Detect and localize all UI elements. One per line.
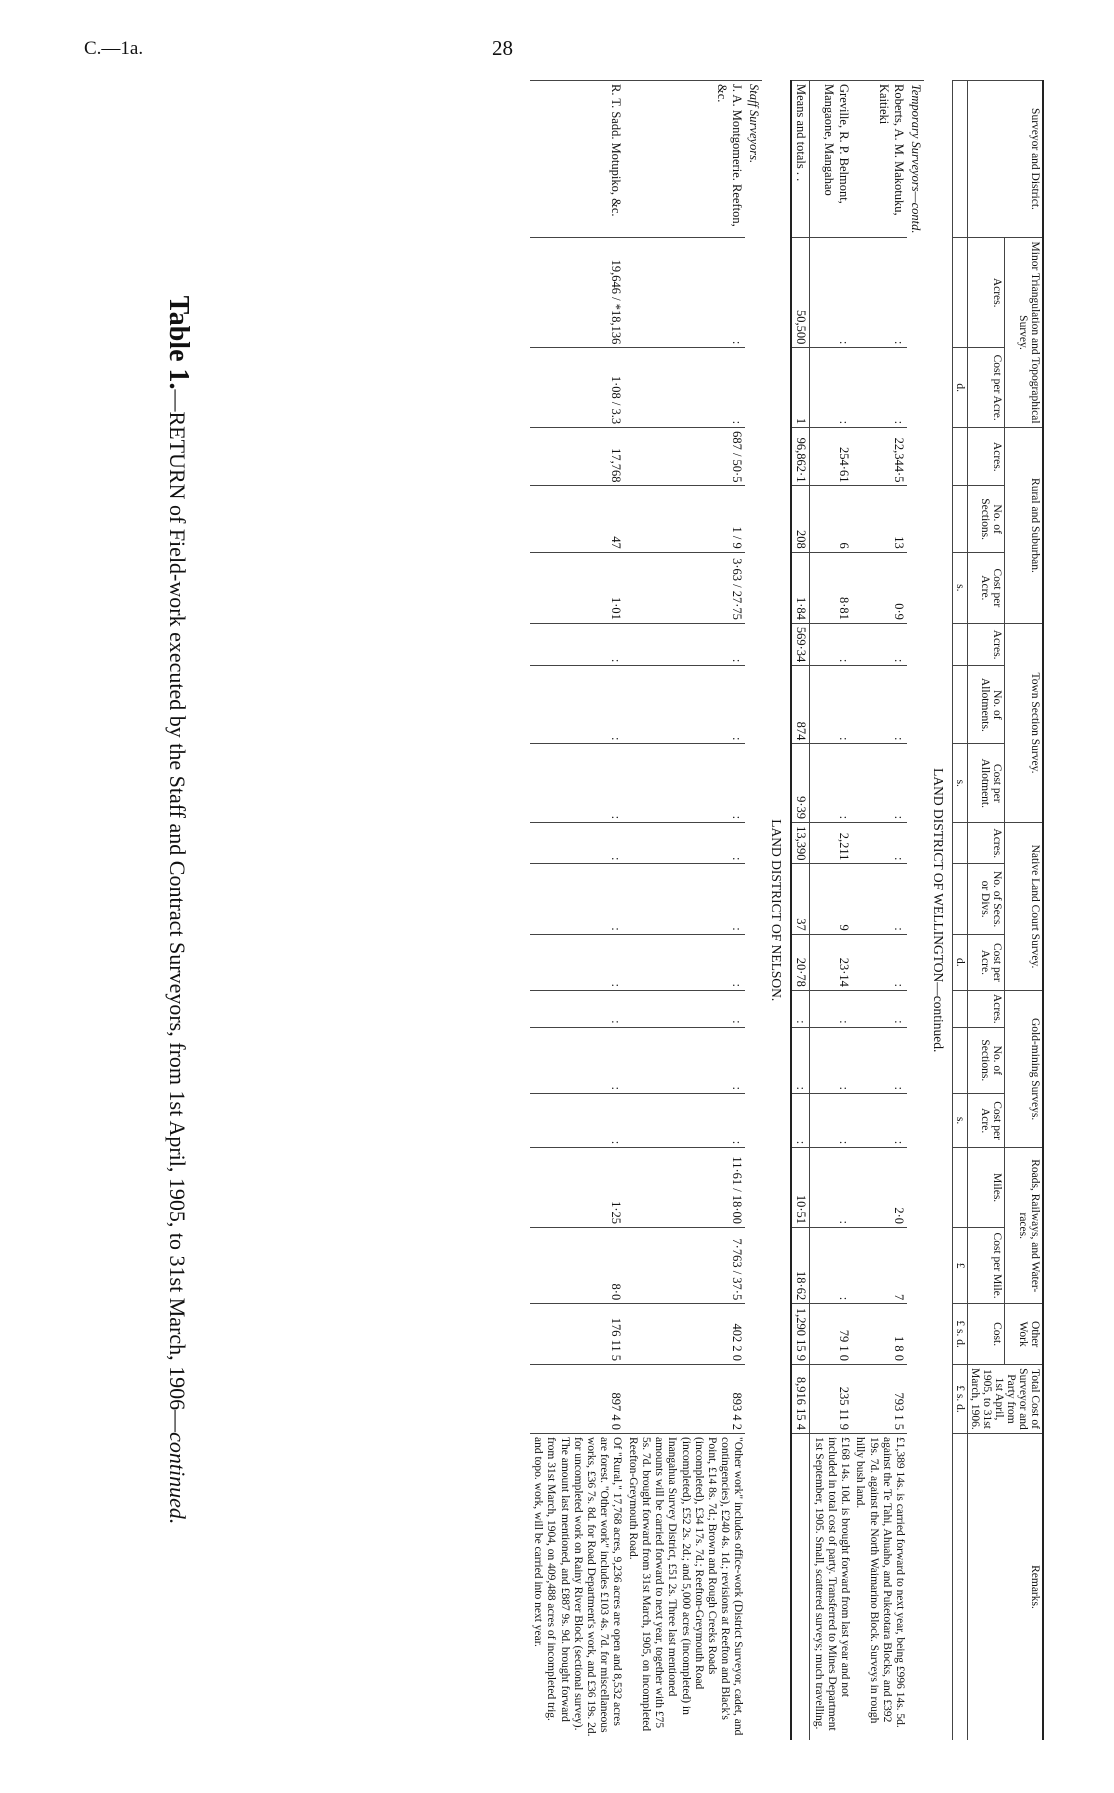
cell-other: 79 1 0 [810, 1304, 852, 1365]
cell-miles: : [810, 1148, 852, 1228]
sub-cost-acre: Cost per Acre. [968, 934, 1005, 990]
sub-acres: Acres. [968, 238, 1005, 348]
cell-native-secs: 9 [810, 864, 852, 934]
cell-total: 793 1 5 [852, 1365, 907, 1434]
cell-town-allot: : [625, 666, 746, 744]
cell-town-cost: 9·39 [791, 744, 810, 823]
district-heading-wellington: LAND DISTRICT OF WELLINGTON—continued. [931, 768, 946, 1053]
remarks-cell: £168 14s. 10d. is brought forward from last year and not included in total cost of party. Transferred to Mines Department 1st September, 1905. Small, scattered surveys; much travelling. [810, 1434, 852, 1741]
unit-d: d. [953, 348, 968, 428]
section-temporary-surveyors: Temporary Surveyors—contd. [907, 81, 924, 1741]
table-row [625, 81, 746, 1741]
surveyor-name: Means and totals . . [791, 81, 810, 238]
sub-acres: Acres. [968, 823, 1005, 864]
cell-native-acres: : [852, 823, 907, 864]
cell-miles: 1·25 [530, 1148, 625, 1228]
col-other: Other Work [1005, 1304, 1043, 1365]
col-remarks: Remarks. [968, 1434, 1044, 1741]
unit-s: s. [953, 552, 968, 623]
cell-rural-acres: 687 / 50·5 [625, 428, 746, 486]
cell-cost-mile: : [810, 1228, 852, 1304]
rotated-table-page [104, 60, 1044, 1760]
cell-gold-acres: : [530, 990, 625, 1027]
cell-miles: 11·61 / 18·00 [625, 1148, 746, 1228]
table-title-text: —RETURN of Field-work executed by the Staff and Contract Surveyors, from 1st April, 1905, to 31st March, 1906— [165, 389, 190, 1433]
cell-native-cost: : [530, 934, 625, 990]
cell-gold-secs: : [530, 1027, 625, 1093]
cell-gold-acres: : [625, 990, 746, 1027]
cell-gold-cost: : [625, 1093, 746, 1147]
cell-rural-acres: 254·61 [810, 428, 852, 486]
cell-total: 8,916 15 4 [791, 1365, 810, 1434]
cell-miles: 2·0 [852, 1148, 907, 1228]
cell-trig-acres: 50,500 [791, 238, 810, 348]
cell-trig-acres: : [810, 238, 852, 348]
cell-native-secs: : [625, 864, 746, 934]
cell-town-cost: : [852, 744, 907, 823]
sub-no-sections: No. of Sections. [968, 486, 1005, 552]
page-number: 28 [492, 36, 513, 60]
cell-native-cost: 23·14 [810, 934, 852, 990]
cell-rural-secs: 13 [852, 486, 907, 552]
cell-town-acres: : [625, 623, 746, 665]
table-row [852, 81, 907, 1741]
sub-no-sections: No. of Sections. [968, 1027, 1005, 1093]
cell-native-acres: 13,390 [791, 823, 810, 864]
cell-rural-cost: 3·63 / 27·75 [625, 552, 746, 623]
col-surveyor: Surveyor and District. [968, 81, 1044, 238]
sub-cost: Cost. [968, 1304, 1005, 1365]
remarks-cell [791, 1434, 810, 1741]
cell-town-allot: 874 [791, 666, 810, 744]
sub-acres: Acres. [968, 428, 1005, 486]
cell-trig-cost: 1·08 / 3.3 [530, 348, 625, 428]
cell-rural-secs: 6 [810, 486, 852, 552]
col-gold: Gold-mining Surveys. [1005, 990, 1043, 1147]
surveyor-name: Greville, R. P. Belmont, Mangaone, Mangahao [810, 81, 852, 238]
cell-town-acres: : [852, 623, 907, 665]
cell-trig-cost: : [810, 348, 852, 428]
remarks-cell: Of "Rural," 17,768 acres, 9,236 acres are open and 8,532 acres are forest. "Other work" includes £103 4s. 7d. for miscellaneous works, £36 7s. 8d. for Road Department's work, and £36 19s. 2d. for uncompleted work on Rainy River Block (sectional survey). The amount last mentioned, and £887 9s. 9d. brought forward from 31st March, 1904, on 409,488 acres of incompleted trig. and topo. work, will be carried into next year. [530, 1434, 625, 1741]
sub-acres: Acres. [968, 990, 1005, 1027]
table-body [530, 81, 953, 1741]
cell-other: 176 11 5 [530, 1304, 625, 1365]
table-row [791, 81, 810, 1741]
cell-town-cost: : [810, 744, 852, 823]
cell-town-acres: : [530, 623, 625, 665]
sub-miles: Miles. [968, 1148, 1005, 1228]
cell-town-acres: : [810, 623, 852, 665]
cell-other: 402 2 0 [625, 1304, 746, 1365]
cell-trig-acres: : [625, 238, 746, 348]
cell-trig-acres: : [852, 238, 907, 348]
sub-cost-acre: Cost per Acre. [968, 1093, 1005, 1147]
cell-rural-secs: 47 [530, 486, 625, 552]
cell-town-allot: : [852, 666, 907, 744]
cell-native-secs: : [852, 864, 907, 934]
cell-native-cost: 20·78 [791, 934, 810, 990]
surveyor-name: Roberts, A. M. Makotuku, Kaitieki [852, 81, 907, 238]
cell-town-cost: : [625, 744, 746, 823]
sub-cost-acre: Cost per Acre. [968, 552, 1005, 623]
cell-rural-secs: 1 / 9 [625, 486, 746, 552]
cell-rural-cost: 8·81 [810, 552, 852, 623]
cell-rural-cost: 1·84 [791, 552, 810, 623]
unit-pound-s-d: £ s. d. [953, 1304, 968, 1365]
cell-rural-acres: 22,344·5 [852, 428, 907, 486]
cell-native-cost: : [852, 934, 907, 990]
cell-gold-secs: : [852, 1027, 907, 1093]
col-trig: Minor Triangulation and Topographical Survey. [1005, 238, 1043, 428]
cell-gold-acres: : [791, 990, 810, 1027]
cell-total: 897 4 0 [530, 1365, 625, 1434]
field-work-table [530, 80, 1044, 1740]
sub-no-secs-divs: No. of Secs. or Divs. [968, 864, 1005, 934]
cell-gold-secs: : [625, 1027, 746, 1093]
cell-cost-mile: 7 [852, 1228, 907, 1304]
cell-cost-mile: 18·62 [791, 1228, 810, 1304]
cell-trig-cost: : [852, 348, 907, 428]
col-rural: Rural and Suburban. [1005, 428, 1043, 624]
table-title [162, 60, 194, 1760]
page-reference: C.—1a. [84, 38, 144, 59]
cell-native-secs: 37 [791, 864, 810, 934]
cell-gold-cost: : [810, 1093, 852, 1147]
col-total: Total Cost of Surveyor and Party from 1st April, 1905, to 31st March, 1906. [968, 1365, 1044, 1434]
remarks-cell: "Other work" includes office-work (District Surveyor, cadet, and contingencies), £240 4s. 1d.; revisions at Reefton and Black's Point, £14 8s. 7d.; Brown and Rough Creeks Roads (incompleted), £34 17s. 7d.; Reefton-Greymouth Road (incompleted), £52 2s. 2d.; and 5,000 acres (incompleted) in Inangahua Survey District, £51 2s. Three last mentioned amounts will be carried forward to next year, together with £75 5s. 7d. brought forward from 31st March, 1905, on incompleted Reefton-Greymouth Road. [625, 1434, 746, 1741]
unit-d: d. [953, 934, 968, 990]
table-row [810, 81, 852, 1741]
cell-native-cost: : [625, 934, 746, 990]
unit-s: s. [953, 744, 968, 823]
cell-native-acres: 2,211 [810, 823, 852, 864]
sub-acres: Acres. [968, 623, 1005, 665]
unit-pound: £ [953, 1228, 968, 1304]
cell-native-acres: : [530, 823, 625, 864]
surveyor-name: J. A. Montgomerie. Reefton, &c. [625, 81, 746, 238]
cell-total: 235 11 9 [810, 1365, 852, 1434]
cell-gold-secs: : [791, 1027, 810, 1093]
col-native: Native Land Court Survey. [1005, 823, 1043, 991]
cell-native-acres: : [625, 823, 746, 864]
unit-pound-s-d: £ s. d. [953, 1365, 968, 1434]
unit-s: s. [953, 1093, 968, 1147]
sub-no-allotments: No. of Allotments. [968, 666, 1005, 744]
cell-town-allot: : [530, 666, 625, 744]
cell-other: 1,290 15 9 [791, 1304, 810, 1365]
col-roads: Roads, Railways, and Water-races. [1005, 1148, 1043, 1304]
cell-trig-cost: 1 [791, 348, 810, 428]
cell-trig-cost: : [625, 348, 746, 428]
table-row [530, 81, 625, 1741]
cell-town-acres: 569·34 [791, 623, 810, 665]
cell-gold-cost: : [852, 1093, 907, 1147]
cell-cost-mile: 7·763 / 37·5 [625, 1228, 746, 1304]
cell-rural-cost: 0·9 [852, 552, 907, 623]
table-label: Table 1. [163, 295, 194, 390]
sub-cost-allotment: Cost per Allotment. [968, 744, 1005, 823]
cell-rural-secs: 208 [791, 486, 810, 552]
col-town: Town Section Survey. [1005, 623, 1043, 822]
cell-total: 893 4 2 [625, 1365, 746, 1434]
cell-native-secs: : [530, 864, 625, 934]
cell-town-cost: : [530, 744, 625, 823]
cell-trig-acres: 19,646 / *18,136 [530, 238, 625, 348]
section-staff-surveyors: Staff Surveyors. [745, 81, 762, 1741]
sub-cost-acre: Cost per Acre. [968, 348, 1005, 428]
cell-gold-cost: : [791, 1093, 810, 1147]
surveyor-name: R. T. Sadd. Motupiko, &c. [530, 81, 625, 238]
cell-gold-acres: : [852, 990, 907, 1027]
cell-miles: 10·51 [791, 1148, 810, 1228]
table-title-suffix: continued. [165, 1432, 190, 1525]
cell-cost-mile: 8·0 [530, 1228, 625, 1304]
remarks-cell: £1,389 14s. is carried forward to next year, being £996 14s. 5d. against the Te Tahi, Ahuaho, and Puketotara Blocks, and £392 19s. 7d. against the North Waimarino Block. Surveys in rough hilly bush land. [852, 1434, 907, 1741]
district-heading-nelson: LAND DISTRICT OF NELSON. [769, 819, 785, 1002]
cell-gold-cost: : [530, 1093, 625, 1147]
cell-rural-cost: 1·01 [530, 552, 625, 623]
cell-rural-acres: 17,768 [530, 428, 625, 486]
sub-cost-mile: Cost per Mile. [968, 1228, 1005, 1304]
cell-rural-acres: 96,862·1 [791, 428, 810, 486]
cell-other: 1 8 0 [852, 1304, 907, 1365]
cell-town-allot: : [810, 666, 852, 744]
cell-gold-secs: : [810, 1027, 852, 1093]
cell-gold-acres: : [810, 990, 852, 1027]
